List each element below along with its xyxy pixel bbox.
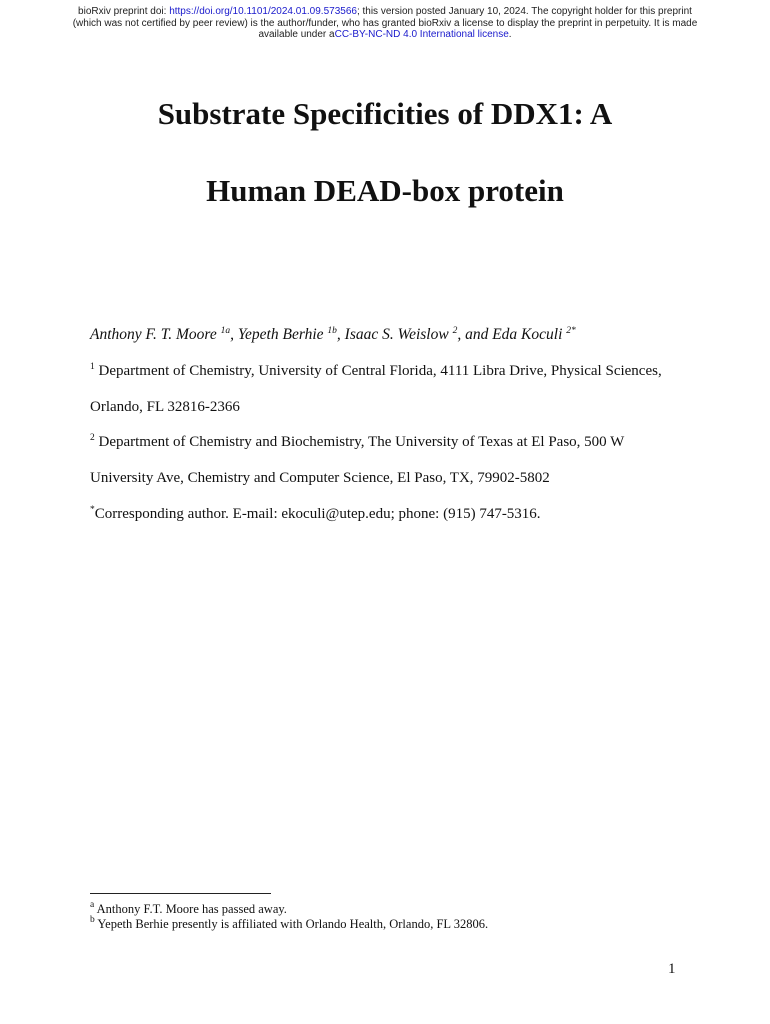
header-line-1: [0, 6, 770, 18]
header-line3-prefix: available under a: [258, 29, 335, 40]
author-separator: , and: [457, 326, 493, 343]
author-affiliation-mark: 2: [452, 326, 458, 336]
author-name: Yepeth Berhie: [237, 326, 324, 343]
author-name: Anthony F. T. Moore: [90, 326, 217, 343]
footnote-divider: [90, 893, 271, 894]
author-separator: ,: [336, 326, 345, 343]
page-number: 1: [668, 961, 676, 977]
author-affiliation-mark: 1b: [327, 326, 337, 336]
affiliation-2: [90, 432, 624, 454]
paper-title-line-2: Human DEAD-box protein: [206, 173, 564, 208]
footnote-b-text: Yepeth Berhie presently is affiliated with Orlando Health, Orlando, FL 32806.: [94, 917, 489, 931]
author-list: [90, 325, 576, 347]
author-name: Isaac S. Weislow: [344, 326, 449, 343]
header-line-3: [0, 29, 770, 41]
affiliation-1-mark: 1: [90, 362, 95, 372]
footnote-a-text: Anthony F.T. Moore has passed away.: [94, 902, 287, 916]
affiliation-1-text: Department of Chemistry, University of Central Florida, 4111 Libra Drive, Physical Sciences,: [94, 363, 662, 379]
header-line-2: (which was not certified by peer review) is the author/funder, who has granted bioRxiv a license to display the preprint in perpetuity. It is made: [72, 17, 698, 29]
paper-title-line-1: Substrate Specificities of DDX1: A: [157, 96, 613, 131]
header-prefix: bioRxiv preprint doi:: [78, 6, 170, 17]
affiliation-2-mark: 2: [90, 433, 95, 443]
preprint-header: [0, 6, 770, 41]
footnote-b: [90, 917, 488, 934]
footnote-a-mark: a: [90, 900, 95, 910]
header-line3-suffix: .: [508, 29, 512, 40]
affiliation-2-continued: University Ave, Chemistry and Computer Science, El Paso, TX, 79902-5802: [90, 470, 550, 486]
header-suffix: ; this version posted January 10, 2024. The copyright holder for this preprint: [356, 6, 692, 17]
author-separator: ,: [230, 326, 238, 343]
corresponding-mark: *: [90, 505, 95, 515]
affiliation-1: [90, 361, 662, 383]
affiliation-1-continued: Orlando, FL 32816-2366: [90, 399, 240, 415]
affiliation-2-text: Department of Chemistry and Biochemistry, The University of Texas at El Paso, 500 W: [94, 434, 625, 450]
footnote-b-mark: b: [90, 915, 95, 925]
corresponding-author: [90, 504, 541, 526]
doi-link[interactable]: https://doi.org/10.1101/2024.01.09.573566: [169, 6, 357, 17]
corresponding-text: Corresponding author. E-mail: ekoculi@utep.edu; phone: (915) 747-5316.: [94, 506, 541, 522]
author-affiliation-mark: 1a: [220, 326, 231, 336]
author-name: Eda Koculi: [492, 326, 563, 343]
license-link[interactable]: CC-BY-NC-ND 4.0 International license: [334, 29, 509, 40]
author-affiliation-mark: 2*: [566, 326, 576, 336]
